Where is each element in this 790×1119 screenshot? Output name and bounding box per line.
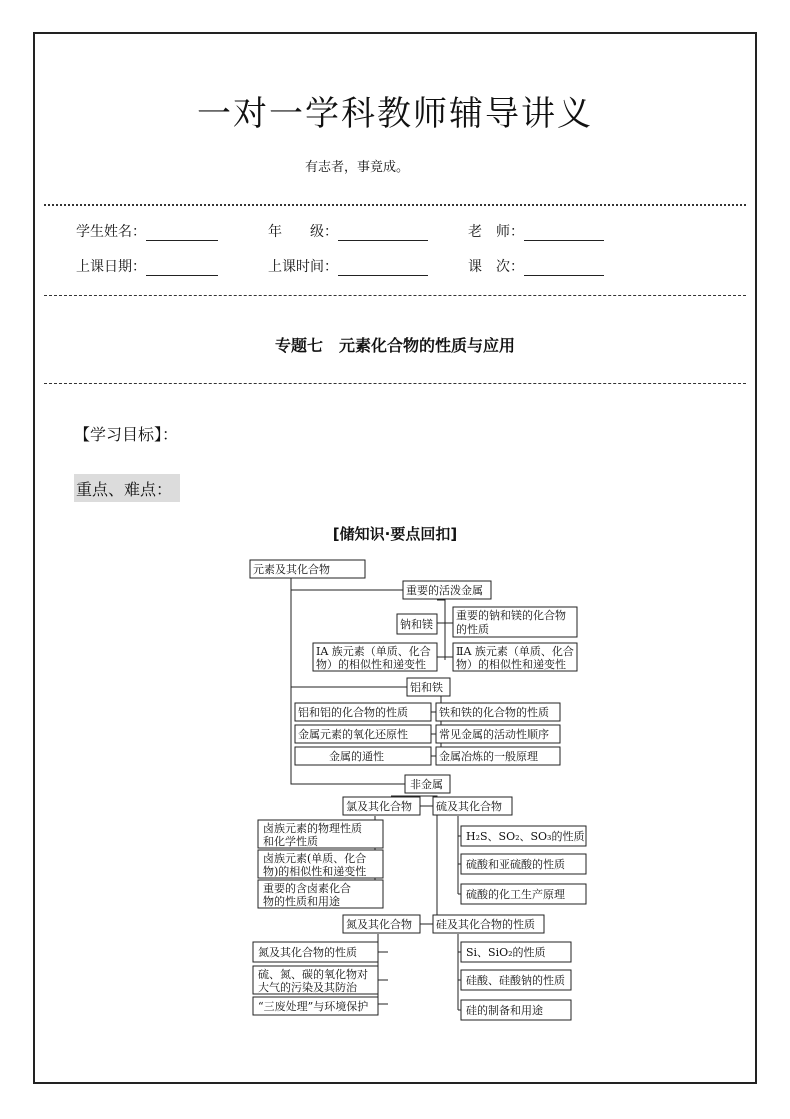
map-node-hal-phys-text-2: 和化学性质 bbox=[263, 835, 318, 848]
map-node-al-fe-text: 铝和铁 bbox=[410, 681, 443, 694]
map-node-halogen-text: 氯及其化合物 bbox=[346, 800, 412, 813]
map-node-al-prop-text: 铝和铝的化合物的性质 bbox=[298, 706, 408, 719]
map-node-metal-common-text: 金属的通性 bbox=[329, 750, 384, 763]
map-node-si-prep-text: 硅的制备和用途 bbox=[466, 1004, 543, 1017]
map-node-n-prop-text: 氮及其化合物的性质 bbox=[258, 946, 357, 959]
lesson-label: 课 次： bbox=[468, 259, 524, 275]
map-node-s-industry-text: 硫酸的化工生产原理 bbox=[466, 888, 565, 901]
student-name-label: 学生姓名： bbox=[76, 224, 146, 240]
motto: 有志者，事竟成。 bbox=[305, 160, 410, 175]
map-node-s-oxides-text: H₂S、SO₂、SO₃的性质 bbox=[466, 830, 585, 843]
topic-title: 专题七 元素化合物的性质与应用 bbox=[274, 336, 515, 355]
map-node-silicon-text: 硅及其化合物的性质 bbox=[436, 918, 535, 931]
map-node-smelting-text: 金属冶炼的一般原理 bbox=[439, 750, 538, 763]
map-node-silicic-text: 硅酸、硅酸钠的性质 bbox=[466, 974, 565, 987]
date-label: 上课日期： bbox=[76, 259, 146, 275]
map-node-s-acids-text: 硫酸和亚硫酸的性质 bbox=[466, 858, 565, 871]
map-node-group-1a-text-1: ⅠA 族元素（单质、化合 bbox=[316, 645, 431, 658]
map-node-hal-use-text-1: 重要的含卤素化合 bbox=[263, 882, 351, 895]
map-node-fe-prop-text: 铁和铁的化合物的性质 bbox=[439, 706, 549, 719]
map-node-hal-trend-text-1: 卤族元素(单质、化合 bbox=[263, 852, 367, 865]
grade-label: 年 级： bbox=[268, 224, 338, 240]
key-points-label: 重点、难点： bbox=[74, 474, 180, 502]
map-node-sulfur-text: 硫及其化合物 bbox=[436, 800, 502, 813]
map-node-group-2a-text-1: ⅡA 族元素（单质、化合 bbox=[456, 645, 574, 658]
time-label: 上课时间： bbox=[268, 259, 338, 275]
map-node-na-mg-compounds-text-2: 的性质 bbox=[456, 623, 489, 636]
map-node-na-mg-compounds-text-1: 重要的钠和镁的化合物 bbox=[456, 609, 566, 622]
learning-goals-label: 【学习目标】： bbox=[74, 425, 179, 444]
map-node-si-prop-text: Si、SiO₂的性质 bbox=[466, 946, 546, 959]
map-node-hal-phys-text-1: 卤族元素的物理性质 bbox=[263, 822, 362, 835]
map-node-active-metals-text: 重要的活泼金属 bbox=[406, 584, 483, 597]
map-node-activity-order-text: 常见金属的活动性顺序 bbox=[439, 728, 549, 741]
map-node-hal-trend-text-2: 物)的相似性和递变性 bbox=[263, 865, 367, 878]
map-node-hal-use-text-2: 物的性质和用途 bbox=[263, 895, 340, 908]
map-node-group-1a-text-2: 物）的相似性和递变性 bbox=[316, 658, 426, 671]
teacher-label: 老 师： bbox=[468, 224, 524, 240]
map-node-pollution-text-2: 大气的污染及其防治 bbox=[258, 981, 357, 994]
page-title: 一对一学科教师辅导讲义 bbox=[197, 94, 593, 134]
map-node-group-2a-text-2: 物）的相似性和递变性 bbox=[456, 658, 566, 671]
map-node-nonmetal-text: 非金属 bbox=[410, 778, 443, 791]
map-node-na-mg-text: 钠和镁 bbox=[400, 618, 433, 631]
knowledge-map-title: [储知识·要点回扣] bbox=[332, 525, 458, 543]
map-node-waste-text: “三废处理”与环境保护 bbox=[258, 1000, 369, 1013]
map-node-pollution-text-1: 硫、氮、碳的氧化物对 bbox=[258, 968, 368, 981]
map-node-metal-redox-text: 金属元素的氧化还原性 bbox=[298, 728, 408, 741]
map-node-nitrogen-text: 氮及其化合物 bbox=[346, 918, 412, 931]
map-node-root-text: 元素及其化合物 bbox=[253, 563, 330, 576]
